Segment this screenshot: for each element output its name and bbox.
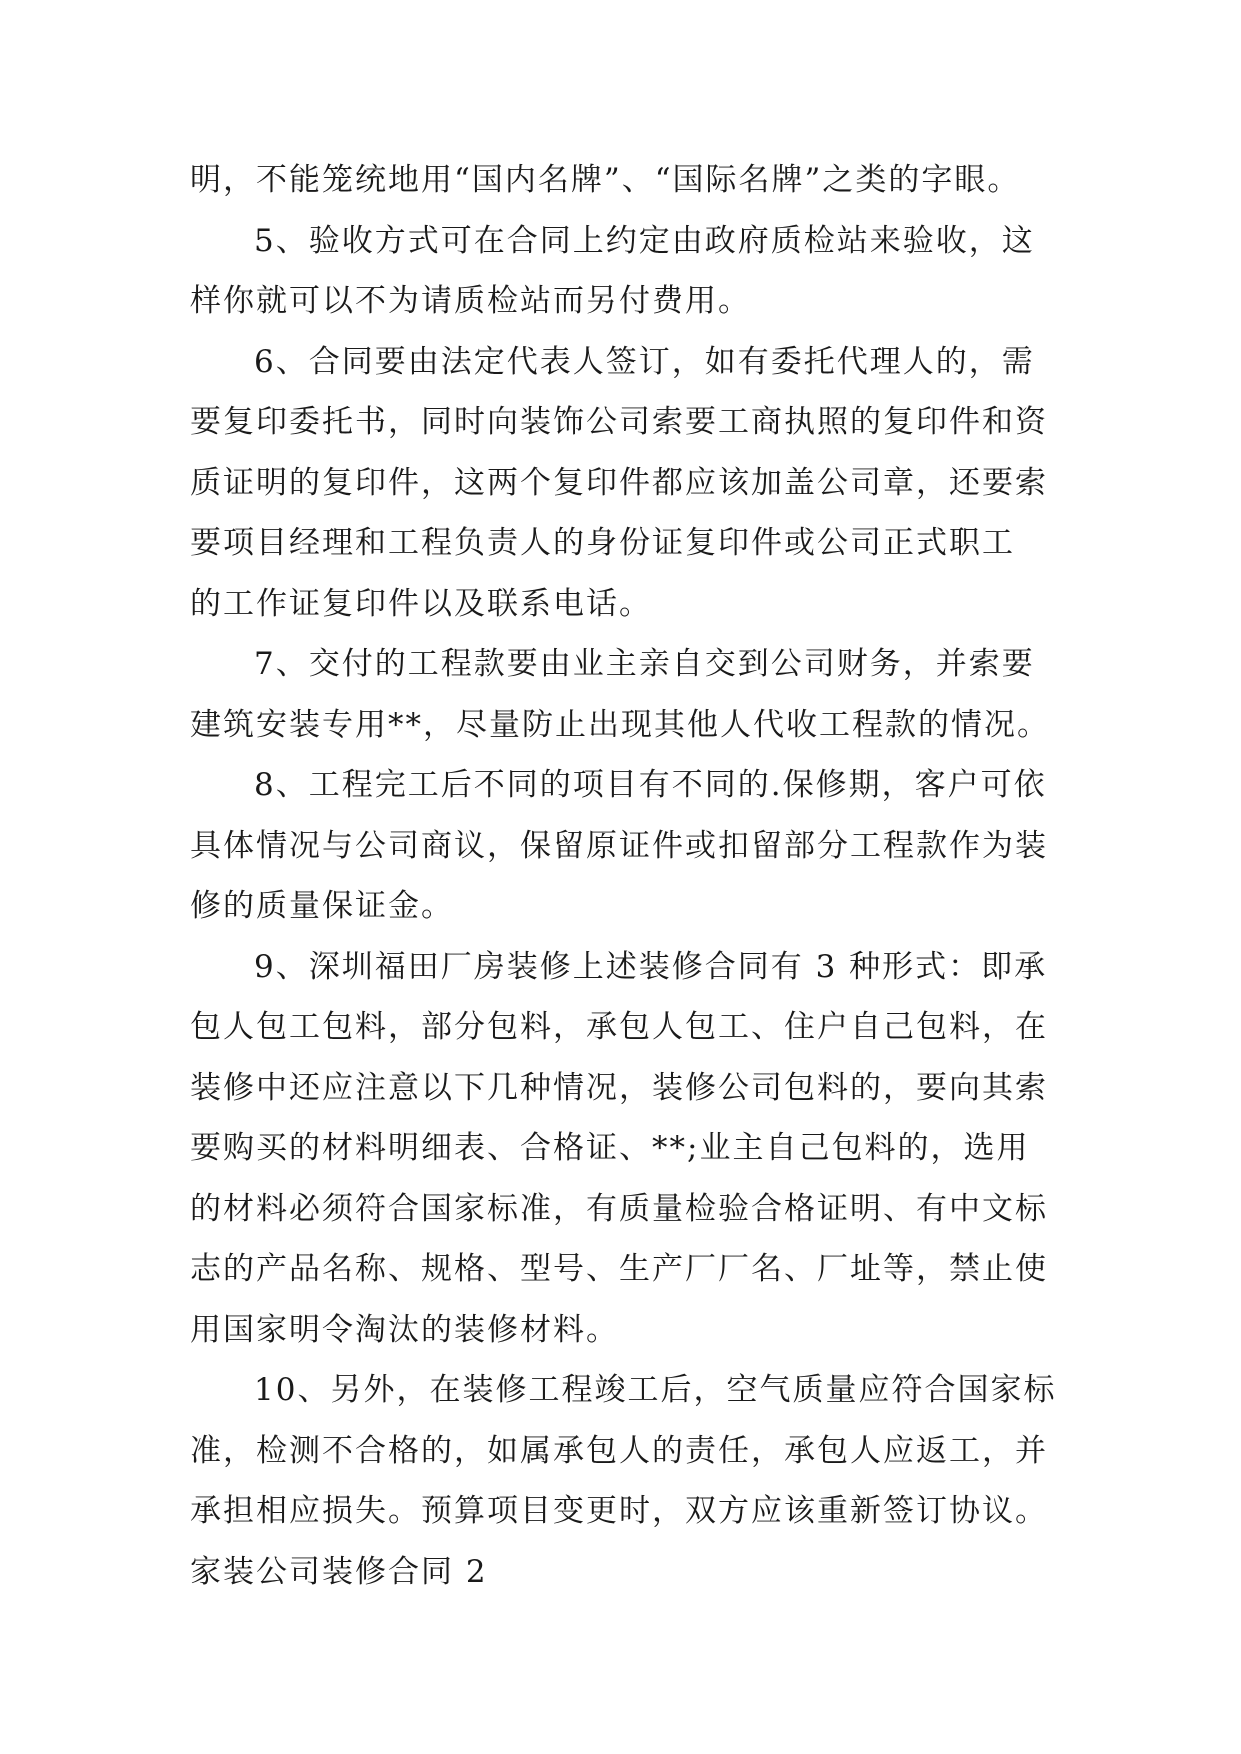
text-line: 要购买的材料明细表、合格证、**;业主自己包料的，选用	[190, 1130, 1030, 1166]
text-line: 修的质量保证金。	[190, 888, 454, 924]
text-line: 志的产品名称、规格、型号、生产厂厂名、厂址等，禁止使	[190, 1251, 1048, 1287]
text-line: 包人包工包料，部分包料，承包人包工、住户自己包料，在	[190, 1009, 1048, 1045]
text-line: 样你就可以不为请质检站而另付费用。	[190, 283, 751, 319]
item-5-line: 5、验收方式可在合同上约定由政府质检站来验收，这	[254, 222, 1035, 259]
text-line: 用国家明令淘汰的装修材料。	[190, 1311, 619, 1348]
text-line: 装修中还应注意以下几种情况，装修公司包料的，要向其索	[190, 1069, 1048, 1106]
text-line: 的工作证复印件以及联系电话。	[190, 585, 652, 622]
item-7-line: 7、交付的工程款要由业主亲自交到公司财务，并索要	[254, 646, 1035, 682]
item-9-line: 9、深圳福田厂房装修上述装修合同有 3 种形式：即承	[254, 948, 1048, 985]
text-line: 要项目经理和工程负责人的身份证复印件或公司正式职工	[190, 525, 1015, 561]
item-6-line: 6、合同要由法定代表人签订，如有委托代理人的，需	[254, 343, 1035, 380]
item-10-line: 10、另外，在装修工程竣工后，空气质量应符合国家标	[254, 1372, 1057, 1408]
text-line: 质证明的复印件，这两个复印件都应该加盖公司章，还要索	[190, 464, 1048, 501]
text-line: 具体情况与公司商议，保留原证件或扣留部分工程款作为装	[190, 827, 1048, 864]
section-heading: 家装公司装修合同 2	[190, 1553, 488, 1590]
text-line: 明，不能笼统地用“国内名牌”、“国际名牌”之类的字眼。	[190, 162, 1021, 198]
item-8-line: 8、工程完工后不同的项目有不同的.保修期，客户可依	[254, 767, 1047, 803]
document-body	[190, 150, 1060, 1602]
text-line: 承担相应损失。预算项目变更时，双方应该重新签订协议。	[190, 1493, 1048, 1529]
text-line: 的材料必须符合国家标准，有质量检验合格证明、有中文标	[190, 1190, 1048, 1227]
text-line: 要复印委托书，同时向装饰公司索要工商执照的复印件和资	[190, 404, 1048, 440]
text-line: 准，检测不合格的，如属承包人的责任，承包人应返工，并	[190, 1432, 1048, 1469]
text-line: 建筑安装专用**，尽量防止出现其他人代收工程款的情况。	[190, 706, 1050, 743]
